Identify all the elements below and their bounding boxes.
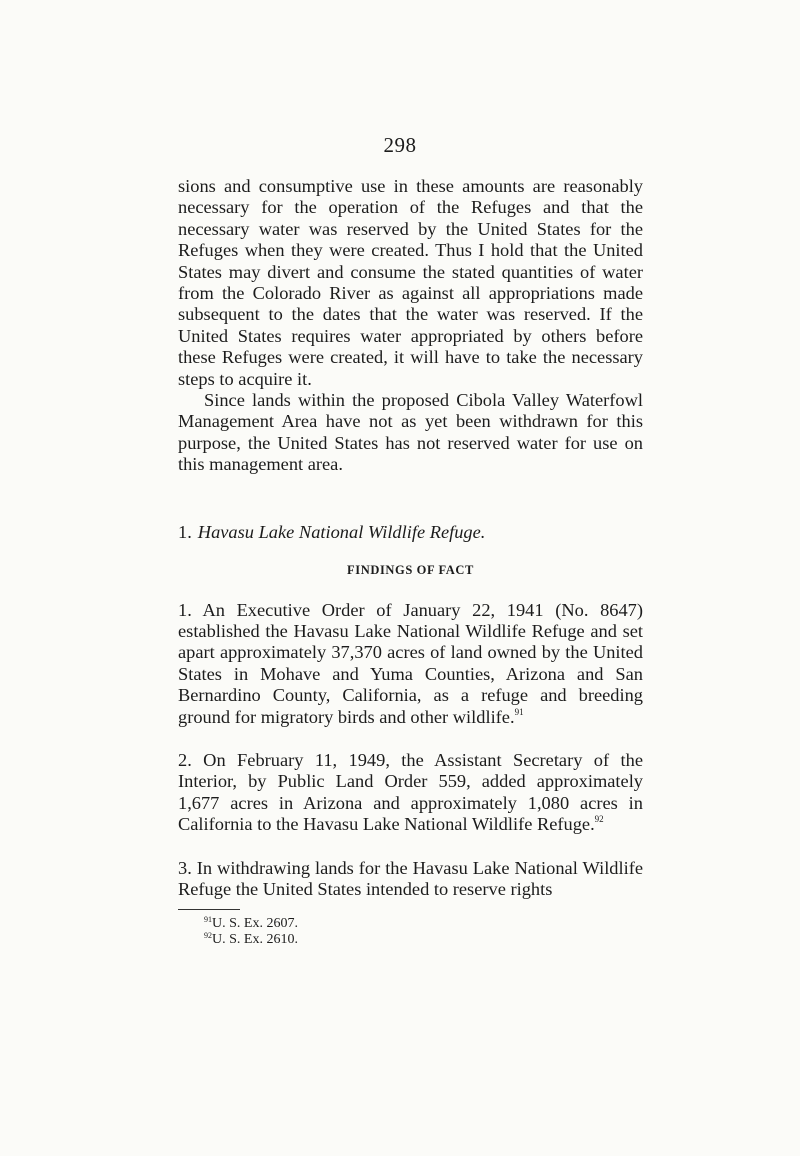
- section-heading: [178, 522, 643, 543]
- footnote-mark: 92: [204, 931, 212, 941]
- cibola-paragraph: Since lands within the proposed Cibola Valley Waterfowl Management Area have not as yet been withdrawn for this purpose, the United States has not reserved water for use on this management area.: [178, 390, 643, 475]
- footnote-ref: 91: [514, 706, 524, 717]
- footnote: [204, 916, 643, 932]
- footnote: [204, 932, 643, 948]
- section-title: Havasu Lake National Wildlife Refuge.: [197, 521, 486, 542]
- finding-text: 2. On February 11, 1949, the Assistant Secretary of the Interior, by Public Land Order 559, added approximately 1,677 acres in Arizona and approximately 1,080 acres in California to the Havasu Lake National Wildlife Refuge.: [178, 749, 643, 835]
- section-number: 1.: [178, 521, 192, 542]
- finding-paragraph: [178, 600, 643, 728]
- footnote-text: U. S. Ex. 2607.: [212, 916, 298, 932]
- page-body: [178, 176, 643, 948]
- finding-paragraph: [178, 750, 643, 836]
- finding-paragraph: [178, 858, 643, 901]
- finding-text: 3. In withdrawing lands for the Havasu Lake National Wildlife Refuge the United States intended to reserve rights: [178, 857, 643, 899]
- footnote-text: U. S. Ex. 2610.: [212, 932, 298, 948]
- continuation-paragraph: sions and consumptive use in these amounts are reasonably necessary for the operation of the Refuges and that the necessary water was reserved by the United States for the Refuges when they were created. Thus I hold that the United States may divert and consume the stated quantities of water from the Colorado River as against all appropriations made subsequent to the dates that the water was reserved. If the United States requires water appropriated by others before these Refuges were created, it will have to take the necessary steps to acquire it.: [178, 176, 643, 389]
- findings-subheading: FINDINGS OF FACT: [347, 563, 474, 578]
- footnote-ref: 92: [594, 814, 604, 825]
- footnotes: [204, 916, 643, 948]
- footnote-divider: [178, 909, 240, 910]
- finding-text: 1. An Executive Order of January 22, 1941 (No. 8647) established the Havasu Lake National Wildlife Refuge and set apart approximately 37,370 acres of land owned by the United States in Mohave and Yuma Counties, Arizona and San Bernardino County, California, as a refuge and breeding ground for migratory birds and other wildlife.: [178, 599, 643, 727]
- page-number: 298: [383, 133, 417, 157]
- footnote-mark: 91: [204, 915, 212, 925]
